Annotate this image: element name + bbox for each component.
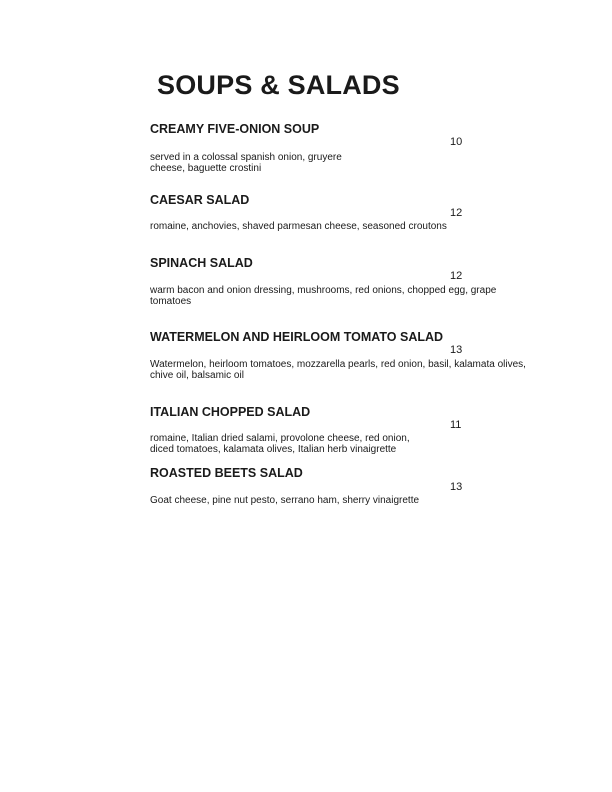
menu-item-description: Watermelon, heirloom tomatoes, mozzarella pearls, red onion, basil, kalamata olives, chive oil, balsamic oil bbox=[150, 359, 526, 381]
menu-item-price: 10 bbox=[450, 136, 463, 148]
menu-item-description: warm bacon and onion dressing, mushrooms, red onions, chopped egg, grape tomatoes bbox=[150, 285, 497, 307]
menu-item-name: ROASTED BEETS SALAD bbox=[150, 466, 303, 480]
menu-item-description: Goat cheese, pine nut pesto, serrano ham, sherry vinaigrette bbox=[150, 495, 420, 506]
menu-item-name: CAESAR SALAD bbox=[150, 193, 250, 207]
menu-item-description: served in a colossal spanish onion, gruyere cheese, baguette crostini bbox=[150, 152, 342, 174]
menu-item-name: WATERMELON AND HEIRLOOM TOMATO SALAD bbox=[150, 330, 444, 344]
menu-item-description: romaine, anchovies, shaved parmesan cheese, seasoned croutons bbox=[150, 221, 447, 232]
menu-item-name: SPINACH SALAD bbox=[150, 256, 253, 270]
menu-item-price: 13 bbox=[450, 344, 463, 356]
menu-item-name: ITALIAN CHOPPED SALAD bbox=[150, 405, 311, 419]
menu-item-description: romaine, Italian dried salami, provolone cheese, red onion, diced tomatoes, kalamata olives, Italian herb vinaigrette bbox=[150, 433, 410, 455]
menu-item-price: 11 bbox=[450, 419, 462, 431]
page-title: SOUPS & SALADS bbox=[157, 70, 400, 100]
menu-item-price: 12 bbox=[450, 207, 463, 219]
menu-item-name: CREAMY FIVE-ONION SOUP bbox=[150, 122, 320, 136]
menu-item-price: 12 bbox=[450, 270, 463, 282]
menu-item-price: 13 bbox=[450, 481, 463, 493]
